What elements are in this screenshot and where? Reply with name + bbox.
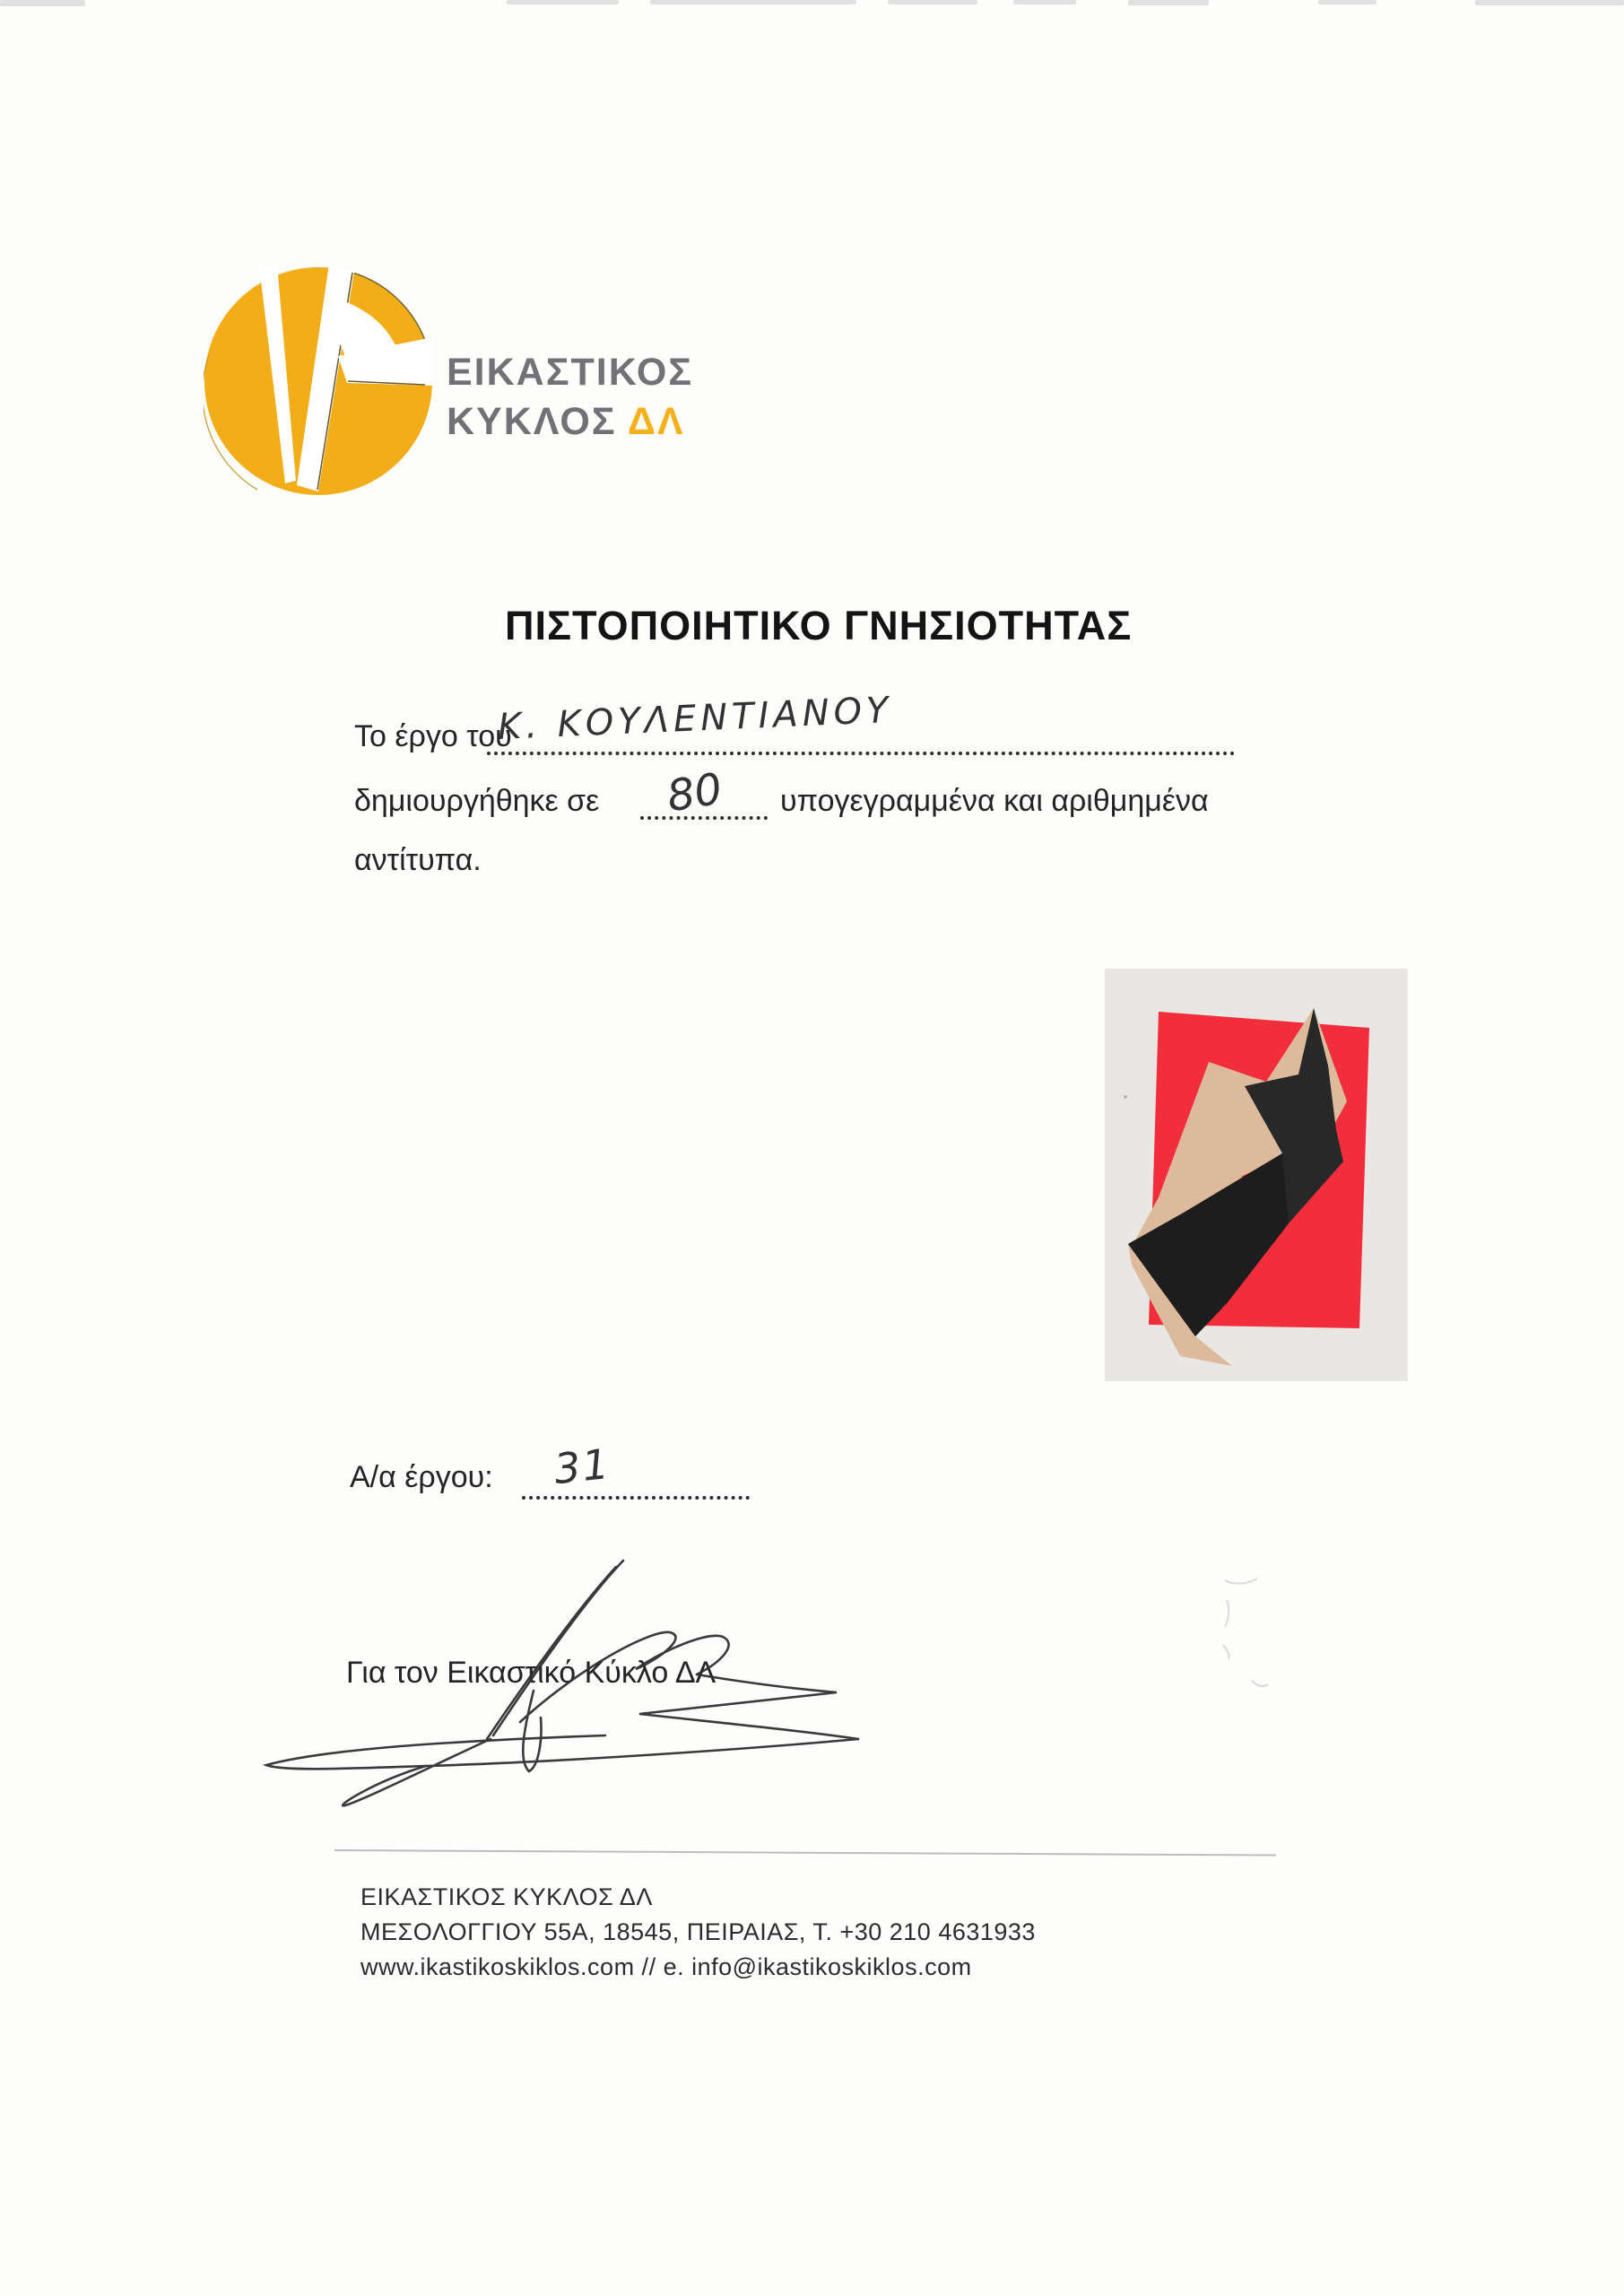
footer-address-phone: ΜΕΣΟΛΟΓΓΙΟΥ 55Α, 18545, ΠΕΙΡΑΙΑΣ, Τ. +30 210 4631933	[360, 1918, 1036, 1945]
scan-artifact	[0, 0, 85, 6]
artist-name-handwritten: Κ. ΚΟΥΛΕΝΤΙΑΝΟΥ	[496, 689, 894, 748]
signature-caption: Για τον Εικαστικό Κύκλο ΔΛ	[346, 1656, 716, 1690]
serial-value-handwritten: 31	[551, 1439, 613, 1494]
footer-gallery-name: ΕΙΚΑΣΤΙΚΟΣ ΚΥΚΛΟΣ ΔΛ	[360, 1883, 653, 1910]
scan-artifact	[1013, 0, 1076, 4]
scan-artifact	[650, 0, 856, 4]
edition-count-handwritten: 80	[663, 763, 726, 822]
body-line2-prefix: δημιουργήθηκε σε	[354, 784, 600, 818]
footer-divider	[334, 1849, 1276, 1856]
logo-line1: ΕΙΚΑΣΤΙΚΟΣ	[447, 351, 694, 394]
certificate-title: ΠΙΣΤΟΠΟΙΗΤΙΚΟ ΓΝΗΣΙΟΤΗΤΑΣ	[505, 603, 1133, 648]
footer-web-email: www.ikastikoskiklos.com // e. info@ikastikoskiklos.com	[360, 1953, 972, 1980]
scan-artifact	[888, 0, 977, 4]
serial-label: Α/α έργου:	[350, 1460, 493, 1494]
body-line2-suffix: υπογεγραμμένα και αριθμημένα	[780, 784, 1209, 818]
logo-accent: ΔΛ	[627, 400, 685, 443]
scan-artifact	[1128, 0, 1209, 5]
gallery-logo-text	[447, 348, 693, 447]
scan-artifact	[1318, 0, 1376, 4]
logo-line2: ΚΥΚΛΟΣ ΔΛ	[447, 400, 685, 443]
artwork-photo	[1105, 969, 1408, 1381]
gallery-logo-mark	[204, 265, 433, 497]
scan-artifact	[507, 0, 619, 4]
scan-stray-marks	[1218, 1575, 1325, 1700]
body-line1-prefix: Το έργο του	[354, 719, 512, 753]
scan-artifact	[1475, 0, 1624, 5]
body-line3: αντίτυπα.	[354, 843, 482, 877]
